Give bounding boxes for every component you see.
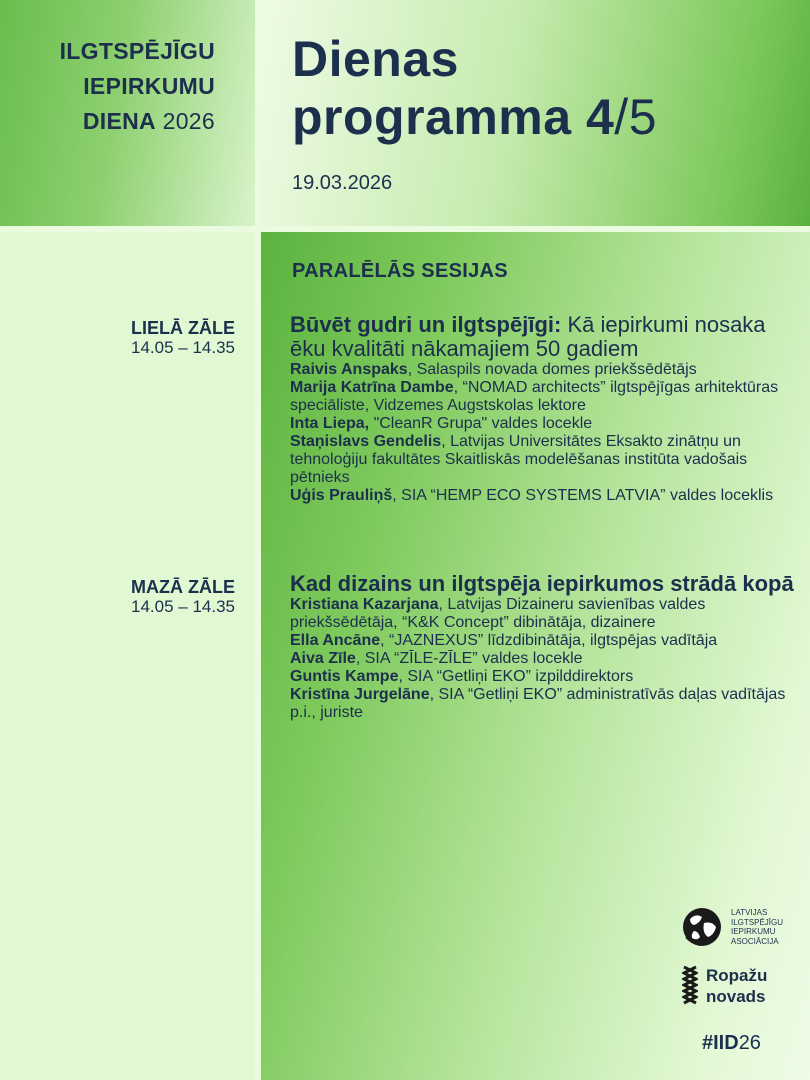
association-name-line: ILGTSPĒJĪGU bbox=[731, 917, 784, 927]
session-time: 14.05 – 14.35 bbox=[131, 338, 235, 357]
speaker-role: , Latvijas Dizaineru savienības valdes priekšsēdētāja, “K&K Concept” dibinātāja, dizainere bbox=[290, 596, 706, 631]
speaker-item bbox=[290, 361, 798, 379]
speaker-item bbox=[290, 415, 798, 433]
room-name: LIELĀ ZĀLE bbox=[131, 318, 235, 338]
room-name: MAZĀ ZĀLE bbox=[131, 577, 235, 597]
speaker-name: Marija Katrīna Dambe bbox=[290, 379, 454, 396]
association-name-line: LATVIJAS bbox=[731, 908, 768, 917]
event-title-line3 bbox=[0, 104, 215, 139]
event-title bbox=[0, 34, 215, 139]
speaker-role: , Latvijas Universitātes Eksakto zinātņu un tehnoloģiju fakultātes Skaitliskās modelēšanas institūta vadošais pētnieks bbox=[290, 433, 748, 486]
session-2 bbox=[290, 572, 798, 722]
speaker-item bbox=[290, 379, 798, 415]
section-title: PARALĒLĀS SESIJAS bbox=[292, 260, 508, 282]
speaker-name: Aiva Zīle bbox=[290, 650, 356, 667]
municipality-logo bbox=[682, 965, 802, 1009]
session-title bbox=[290, 572, 798, 596]
session-time: 14.05 – 14.35 bbox=[131, 597, 235, 616]
vertical-divider bbox=[255, 0, 261, 1080]
speaker-role: , SIA “Getliņi EKO” administratīvās daļas vadītājas p.i., juriste bbox=[290, 686, 786, 721]
page-number-separator: / bbox=[614, 89, 629, 145]
speaker-role: , Salaspils novada domes priekšsēdētājs bbox=[407, 361, 697, 378]
session-title bbox=[290, 313, 798, 361]
page-title-word: programma bbox=[292, 89, 572, 145]
globe-icon bbox=[680, 905, 724, 949]
page-title-line1: Dienas bbox=[292, 31, 459, 87]
speaker-item bbox=[290, 632, 798, 650]
page-number-current: 4 bbox=[585, 89, 615, 145]
speaker-name: Inta Liepa, bbox=[290, 415, 370, 432]
page-title-line2 bbox=[292, 88, 657, 146]
horizontal-divider bbox=[0, 226, 810, 232]
event-title-line2: IEPIRKUMU bbox=[83, 73, 215, 99]
speaker-role: "CleanR Grupa" valdes locekle bbox=[369, 415, 593, 432]
speaker-role: , SIA “HEMP ECO SYSTEMS LATVIA” valdes loceklis bbox=[392, 487, 774, 504]
session-title-bold: Kad dizains un ilgtspēja iepirkumos strādā kopā bbox=[290, 571, 794, 596]
page-number-total: 5 bbox=[628, 89, 658, 145]
speaker-role: , “NOMAD architects” ilgtspējīgas arhitektūras speciāliste, Vidzemes Augstskolas lektore bbox=[290, 379, 779, 414]
speaker-role: , SIA “ZĪLE-ZĪLE” valdes locekle bbox=[355, 650, 583, 667]
municipality-name-line: Ropažu bbox=[706, 966, 768, 985]
session-title-rest: Kā iepirkumi nosaka ēku kvalitāti nākamajiem 50 gadiem bbox=[290, 312, 766, 361]
association-name-line: IEPIRKUMU bbox=[731, 927, 776, 936]
room-label-2 bbox=[0, 577, 235, 616]
speaker-name: Kristīna Jurgelāne bbox=[290, 686, 430, 703]
speaker-item bbox=[290, 596, 798, 632]
municipality-name bbox=[706, 965, 767, 1007]
speaker-name: Kristiana Kazarjana bbox=[290, 596, 439, 613]
session-title-bold: Būvēt gudri un ilgtspējīgi: bbox=[290, 312, 562, 337]
association-name-line: ASOCIĀCIJA bbox=[731, 936, 779, 946]
speaker-item bbox=[290, 668, 798, 686]
speaker-name: Guntis Kampe bbox=[290, 668, 399, 685]
speaker-name: Staņislavs Gendelis bbox=[290, 433, 442, 450]
speaker-item bbox=[290, 650, 798, 668]
event-year: 2026 bbox=[162, 108, 215, 134]
hashtag-bold: #IID bbox=[702, 1032, 739, 1054]
hashtag bbox=[702, 1032, 761, 1055]
association-logo bbox=[680, 905, 810, 951]
hashtag-year: 26 bbox=[738, 1032, 761, 1054]
event-title-line1: ILGTSPĒJĪGU bbox=[59, 38, 215, 64]
speaker-role: , SIA “Getliņi EKO” izpilddirektors bbox=[398, 668, 634, 685]
session-1 bbox=[290, 313, 798, 505]
municipality-name-line: novads bbox=[706, 987, 766, 1006]
speaker-item bbox=[290, 433, 798, 487]
speaker-role: , “JAZNEXUS” līdzdibinātāja, ilgtspējas vadītāja bbox=[380, 632, 718, 649]
time-column-panel bbox=[0, 232, 255, 1080]
municipality-emblem-icon bbox=[682, 965, 698, 1005]
speaker-item bbox=[290, 487, 798, 505]
room-label-1 bbox=[0, 318, 235, 357]
event-date: 19.03.2026 bbox=[292, 172, 393, 194]
speaker-list bbox=[290, 596, 798, 722]
speaker-name: Ella Ancāne bbox=[290, 632, 381, 649]
speaker-list bbox=[290, 361, 798, 505]
association-name bbox=[731, 908, 783, 946]
speaker-name: Raivis Anspaks bbox=[290, 361, 408, 378]
speaker-name: Uģis Prauliņš bbox=[290, 487, 393, 504]
event-title-word: DIENA bbox=[82, 108, 156, 134]
speaker-item bbox=[290, 686, 798, 722]
page-title bbox=[292, 30, 657, 146]
